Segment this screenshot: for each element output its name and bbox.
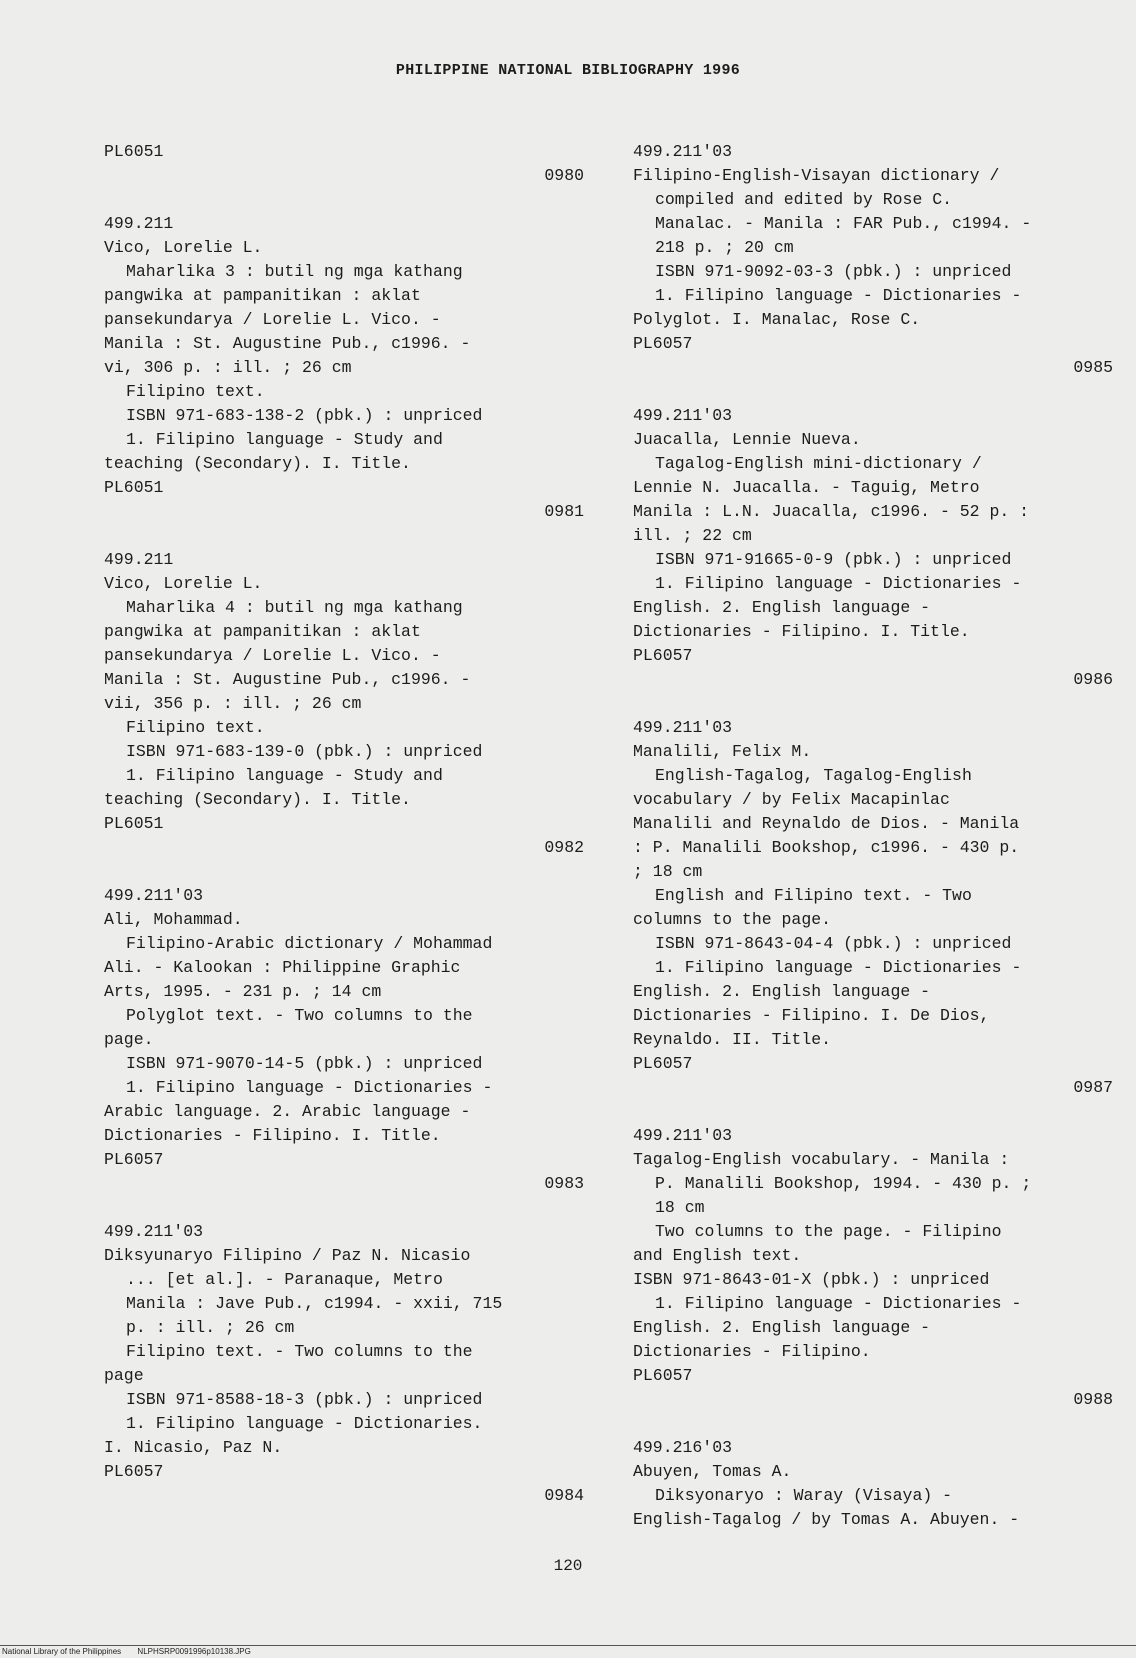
entry-number: 0988 <box>1073 1390 1113 1409</box>
entry-line: 1. Filipino language - Dictionaries - <box>126 1078 493 1097</box>
entry-number: 0985 <box>1073 358 1113 377</box>
entry-line: p. : ill. ; 26 cm <box>126 1318 295 1337</box>
footer-file: NLPHSRP0091996p10138.JPG <box>137 1647 251 1656</box>
entry-line: 218 p. ; 20 cm <box>655 238 794 257</box>
entry-line: Manila : Jave Pub., c1994. - xxii, 715 <box>126 1294 503 1313</box>
entry-line: Diksyunaryo Filipino / Paz N. Nicasio <box>104 1246 471 1265</box>
entry-line: 18 cm <box>655 1198 705 1217</box>
entry-line: Dictionaries - Filipino. I. De Dios, <box>633 1006 990 1025</box>
entry-line: Polyglot text. - Two columns to the <box>126 1006 473 1025</box>
entry-line: pansekundarya / Lorelie L. Vico. - <box>104 310 441 329</box>
entry-line: P. Manalili Bookshop, 1994. - 430 p. ; <box>655 1174 1032 1193</box>
entry-line: ISBN 971-9092-03-3 (pbk.) : unpriced <box>655 262 1012 281</box>
entry-line: Vico, Lorelie L. <box>104 238 263 257</box>
entry-line: Manalili, Felix M. <box>633 742 812 761</box>
entry-line: 1. Filipino language - Dictionaries - <box>655 286 1022 305</box>
entry-line: pansekundarya / Lorelie L. Vico. - <box>104 646 441 665</box>
bibliography-entry <box>104 140 584 500</box>
entry-line: Manalili and Reynaldo de Dios. - Manila <box>633 814 1020 833</box>
entry-line: Ali. - Kalookan : Philippine Graphic <box>104 958 461 977</box>
entry-line: English. 2. English language - <box>633 598 931 617</box>
entry-number: 0986 <box>1073 670 1113 689</box>
entry-line: PL6057 <box>633 1366 693 1385</box>
entry-line: Juacalla, Lennie Nueva. <box>633 430 861 449</box>
entry-line: Arabic language. 2. Arabic language - <box>104 1102 471 1121</box>
entry-line: page <box>104 1366 144 1385</box>
bibliography-entry <box>633 1076 1113 1388</box>
entry-line: 499.211'03 <box>633 1126 733 1145</box>
entry-line: Manila : St. Augustine Pub., c1996. - <box>104 670 471 689</box>
bibliography-entry <box>104 500 584 836</box>
entry-line: Two columns to the page. - Filipino <box>655 1222 1002 1241</box>
entry-number: 0980 <box>544 166 584 185</box>
entry-line: I. Nicasio, Paz N. <box>104 1438 283 1457</box>
entry-line: vocabulary / by Felix Macapinlac <box>633 790 950 809</box>
entry-line: Filipino-English-Visayan dictionary / <box>633 166 1000 185</box>
entry-line: 499.216'03 <box>633 1438 733 1457</box>
entry-line: Maharlika 3 : butil ng mga kathang <box>126 262 463 281</box>
entry-line: pangwika at pampanitikan : aklat <box>104 286 421 305</box>
entry-line: English and Filipino text. - Two <box>655 886 972 905</box>
spacer <box>104 188 584 212</box>
entry-number: 0981 <box>544 502 584 521</box>
entry-line: English-Tagalog, Tagalog-English <box>655 766 972 785</box>
entry-line: compiled and edited by Rose C. <box>655 190 953 209</box>
entry-line: Manila : L.N. Juacalla, c1996. - 52 p. : <box>633 502 1030 521</box>
spacer <box>104 524 584 548</box>
entry-line: PL6057 <box>633 646 693 665</box>
bibliography-entry <box>633 1388 1113 1532</box>
bibliography-entry <box>633 356 1113 668</box>
entry-line: English. 2. English language - <box>633 1318 931 1337</box>
spacer <box>104 860 584 884</box>
entry-line: ISBN 971-683-139-0 (pbk.) : unpriced <box>126 742 483 761</box>
entry-line: Abuyen, Tomas A. <box>633 1462 792 1481</box>
entry-line: PL6057 <box>104 1462 164 1481</box>
entry-line: ISBN 971-8588-18-3 (pbk.) : unpriced <box>126 1390 483 1409</box>
entry-line: ISBN 971-8643-04-4 (pbk.) : unpriced <box>655 934 1012 953</box>
entry-line: PL6051 <box>104 814 164 833</box>
entry-line: Ali, Mohammad. <box>104 910 243 929</box>
page-number: 120 <box>553 1557 583 1575</box>
entry-line: English. 2. English language - <box>633 982 931 1001</box>
entry-line: Filipino text. <box>126 718 265 737</box>
entry-line: Vico, Lorelie L. <box>104 574 263 593</box>
entry-line: 499.211 <box>104 214 174 233</box>
spacer <box>633 692 1113 716</box>
entry-line: Dictionaries - Filipino. I. Title. <box>104 1126 441 1145</box>
entry-line: Filipino-Arabic dictionary / Mohammad <box>126 934 493 953</box>
entry-line: 499.211'03 <box>633 406 733 425</box>
entry-line: 499.211'03 <box>633 718 733 737</box>
entry-number: 0984 <box>544 1486 584 1505</box>
entry-line: PL6057 <box>633 1054 693 1073</box>
spacer <box>104 1196 584 1220</box>
entry-number: 0982 <box>544 838 584 857</box>
entry-line: ISBN 971-683-138-2 (pbk.) : unpriced <box>126 406 483 425</box>
entry-line: vii, 356 p. : ill. ; 26 cm <box>104 694 362 713</box>
entry-line: 499.211 <box>104 550 174 569</box>
entry-line: 499.211'03 <box>633 142 733 161</box>
entry-line: Diksyonaryo : Waray (Visaya) - <box>655 1486 953 1505</box>
entry-line: Maharlika 4 : butil ng mga kathang <box>126 598 463 617</box>
entry-line: Tagalog-English mini-dictionary / <box>655 454 982 473</box>
page-header: PHILIPPINE NATIONAL BIBLIOGRAPHY 1996 <box>395 62 741 79</box>
entry-line: : P. Manalili Bookshop, c1996. - 430 p. <box>633 838 1020 857</box>
entry-line: 1. Filipino language - Dictionaries - <box>655 574 1022 593</box>
entry-line: ; 18 cm <box>633 862 703 881</box>
entry-line: Manalac. - Manila : FAR Pub., c1994. - <box>655 214 1032 233</box>
entry-line: 499.211'03 <box>104 1222 204 1241</box>
entry-line: ISBN 971-91665-0-9 (pbk.) : unpriced <box>655 550 1012 569</box>
entry-line: Arts, 1995. - 231 p. ; 14 cm <box>104 982 382 1001</box>
left-column <box>104 140 584 1508</box>
entry-line: teaching (Secondary). I. Title. <box>104 454 411 473</box>
entry-line: ISBN 971-8643-01-X (pbk.) : unpriced <box>633 1270 990 1289</box>
entry-line: Dictionaries - Filipino. <box>633 1342 871 1361</box>
spacer <box>633 1100 1113 1124</box>
right-column <box>633 140 1113 1532</box>
bibliography-entry <box>633 668 1113 1076</box>
entry-line: 1. Filipino language - Dictionaries. <box>126 1414 483 1433</box>
entry-line: PL6057 <box>104 1150 164 1169</box>
classification-line: PL6051 <box>104 142 164 161</box>
entry-line: Dictionaries - Filipino. I. Title. <box>633 622 970 641</box>
entry-line: ... [et al.]. - Paranaque, Metro <box>126 1270 443 1289</box>
scan-footer <box>0 1645 1136 1658</box>
bibliography-entry <box>104 1172 584 1484</box>
entry-line: columns to the page. <box>633 910 832 929</box>
spacer <box>633 380 1113 404</box>
spacer <box>633 1412 1113 1436</box>
entry-line: teaching (Secondary). I. Title. <box>104 790 411 809</box>
entry-line: 1. Filipino language - Study and <box>126 430 443 449</box>
entry-line: Filipino text. - Two columns to the <box>126 1342 473 1361</box>
entry-line: English-Tagalog / by Tomas A. Abuyen. - <box>633 1510 1020 1529</box>
entry-line: ill. ; 22 cm <box>633 526 752 545</box>
entry-line: 499.211'03 <box>104 886 204 905</box>
entry-line: and English text. <box>633 1246 802 1265</box>
entry-line: Tagalog-English vocabulary. - Manila : <box>633 1150 1010 1169</box>
entry-line: pangwika at pampanitikan : aklat <box>104 622 421 641</box>
entry-number: 0983 <box>544 1174 584 1193</box>
entry-number: 0987 <box>1073 1078 1113 1097</box>
bibliography-entry <box>633 140 1113 356</box>
entry-line: 1. Filipino language - Study and <box>126 766 443 785</box>
footer-library: National Library of the Philippines <box>2 1647 122 1656</box>
entry-line: 1. Filipino language - Dictionaries - <box>655 1294 1022 1313</box>
entry-line: PL6057 <box>633 334 693 353</box>
entry-line: page. <box>104 1030 154 1049</box>
entry-line: vi, 306 p. : ill. ; 26 cm <box>104 358 352 377</box>
entry-line: Filipino text. <box>126 382 265 401</box>
entry-line: Manila : St. Augustine Pub., c1996. - <box>104 334 471 353</box>
entry-line: Reynaldo. II. Title. <box>633 1030 832 1049</box>
bibliography-entry <box>104 836 584 1172</box>
entry-line: 1. Filipino language - Dictionaries - <box>655 958 1022 977</box>
entry-line: Lennie N. Juacalla. - Taguig, Metro <box>633 478 980 497</box>
entry-line: Polyglot. I. Manalac, Rose C. <box>633 310 921 329</box>
entry-line: ISBN 971-9070-14-5 (pbk.) : unpriced <box>126 1054 483 1073</box>
entry-line: PL6051 <box>104 478 164 497</box>
